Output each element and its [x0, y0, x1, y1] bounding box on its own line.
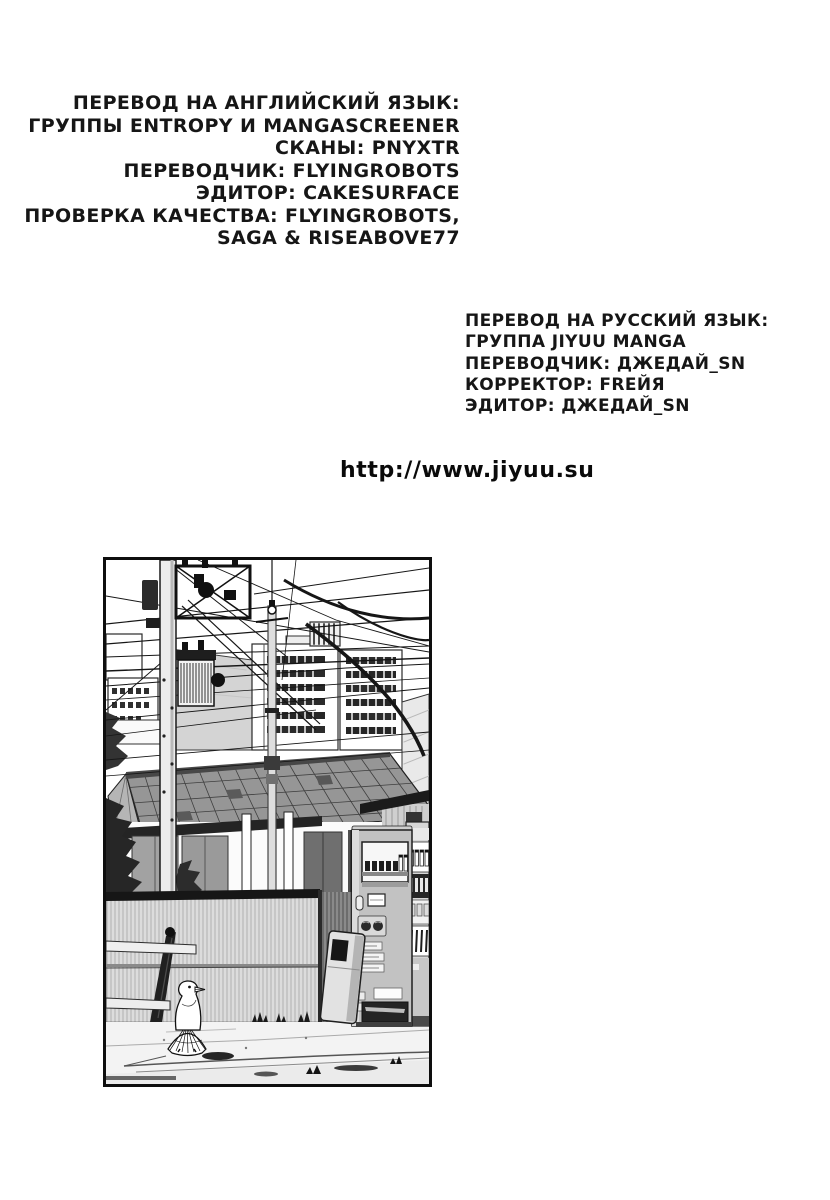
- credits-line: ЭДИТОР: ДЖЕДАЙ_SN: [465, 396, 690, 417]
- credits-line: ЭДИТОР: CAKESURFACE: [195, 182, 460, 204]
- transformer-small: [142, 580, 158, 610]
- credits-line: ПЕРЕВОД НА РУССКИЙ ЯЗЫК:: [465, 311, 769, 331]
- pigeon-eye: [188, 986, 191, 989]
- junction-box: [264, 756, 280, 770]
- credits-line: ПРОВЕРКА КАЧЕСТВА: FLYINGROBOTS,: [24, 204, 460, 227]
- credits-block-english-translation: [0, 92, 460, 250]
- credits-line: ГРУППЫ ENTROPY И MANGASCREENER: [28, 114, 460, 137]
- display-window: [362, 842, 408, 882]
- button: [361, 921, 371, 931]
- manga-panel: [103, 557, 432, 1087]
- coin-slot: [356, 896, 363, 910]
- credits-line: ГРУППА JIYUU MANGA: [465, 332, 687, 353]
- corrugated-fence: [106, 889, 354, 1022]
- dispense-slot: [362, 1002, 408, 1022]
- credits-line: ПЕРЕВОДЧИК: FLYINGROBOTS: [123, 159, 460, 182]
- vending-machine-left: [352, 826, 412, 1027]
- credits-line: КОРРЕКТОР: FREЙЯ: [465, 374, 666, 395]
- street-scene-illustration: [106, 560, 429, 1084]
- credits-line: ПЕРЕВОД НА АНГЛИЙСКИЙ ЯЗЫК:: [72, 92, 460, 114]
- credits-line: СКАНЫ: PNYXTR: [274, 137, 460, 159]
- credits-line: ПЕРЕВОДЧИК: ДЖЕДАЙ_SN: [465, 353, 746, 374]
- house-post: [284, 812, 293, 896]
- credits-block-russian-translation: [465, 311, 795, 417]
- house-post: [242, 814, 251, 896]
- pavement-stain: [202, 1052, 234, 1060]
- website-url: http://www.jiyuu.su: [340, 458, 595, 483]
- credits-line: SAGA & RISEABOVE77: [216, 227, 460, 249]
- sidewalk-street: [106, 1022, 429, 1084]
- button: [373, 921, 383, 931]
